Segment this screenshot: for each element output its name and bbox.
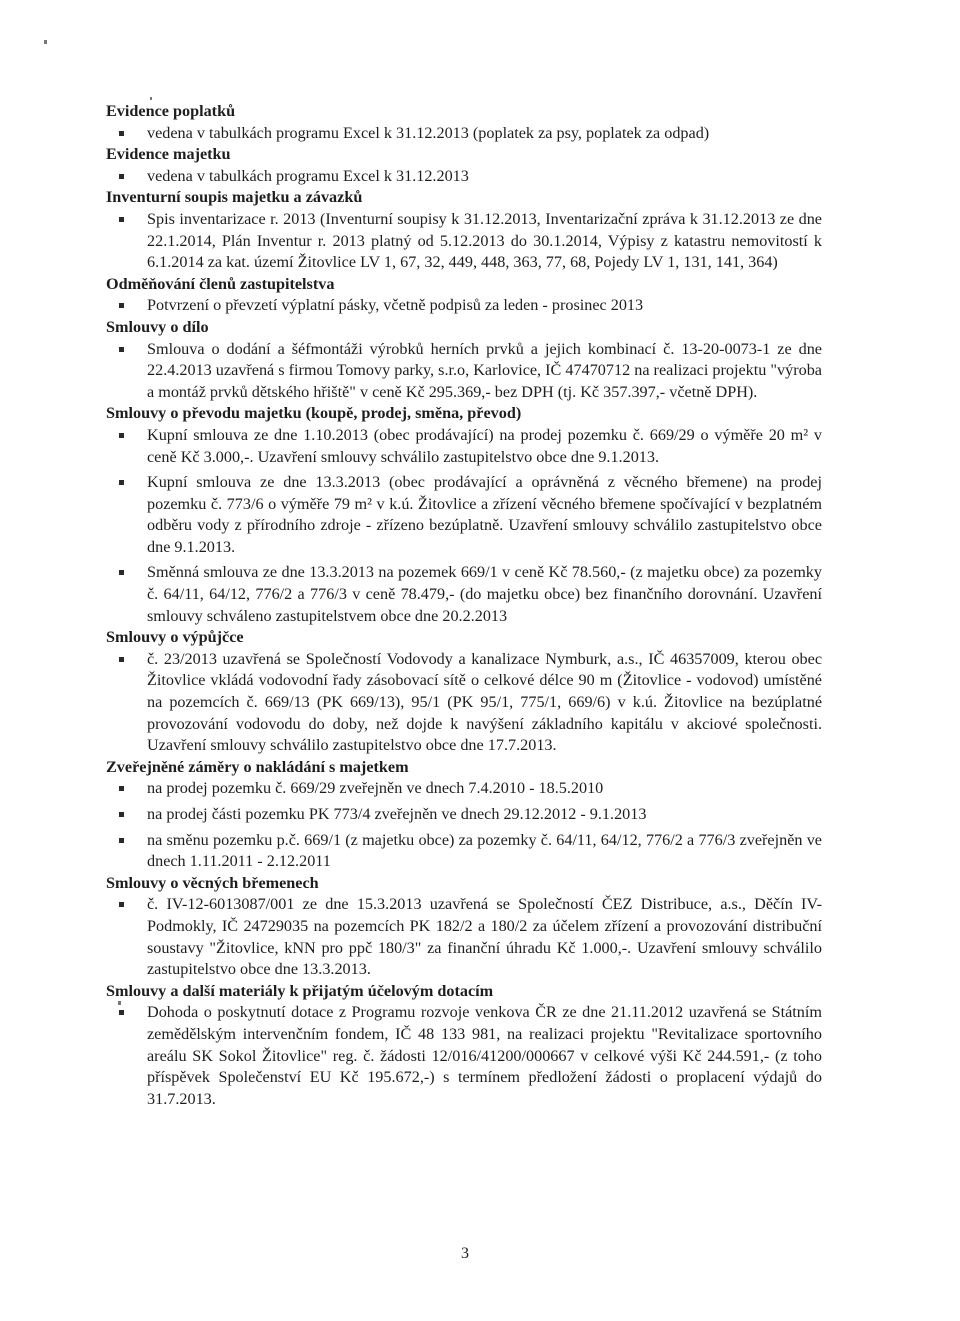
square-bullet-icon [119,1010,124,1015]
page-number: 3 [461,1245,469,1262]
section-heading: Smlouvy o dílo [106,317,209,336]
list-item-text: Potvrzení o převzetí výplatní pásky, včetně podpisů za leden - prosinec 2013 [147,296,644,315]
list-item [106,562,822,627]
section [106,981,822,1111]
list-item-text: Kupní smlouva ze dne 1.10.2013 (obec prodávající) na prodej pozemku č. 669/29 o výměře 20 m² v ceně Kč 3.000,-. Uzavření smlouvy schválilo zastupitelstvo obce dne 9.1.2013. [147,425,822,466]
bullet-list [106,166,822,188]
bullet-list [106,123,822,145]
section [106,757,822,873]
list-item [106,1002,822,1110]
list-item [106,123,822,145]
section-heading: Smlouvy a další materiály k přijatým účelovým dotacím [106,981,494,1000]
section-heading: Inventurní soupis majetku a závazků [106,188,363,207]
list-item-text: Spis inventarizace r. 2013 (Inventurní soupisy k 31.12.2013, Inventarizační zpráva k 31.12.2013 ze dne 22.1.2014, Plán Inventur r. 2013 platný od 5.12.2013 do 30.1.2014, Výpisy z katastru nemovitostí k 6.1.2014 za kat. území Žitovlice LV 1, 67, 32, 449, 448, 363, 77, 68, Pojedy LV 1, 131, 141, 364) [147,209,822,272]
section-heading: Evidence majetku [106,145,231,164]
section [106,144,822,187]
square-bullet-icon [119,131,124,136]
list-item-text: vedena v tabulkách programu Excel k 31.12.2013 [147,166,469,185]
list-item [106,425,822,468]
list-item [106,804,822,826]
square-bullet-icon [119,217,124,222]
section [106,274,822,317]
section-heading: Zveřejněné záměry o nakládání s majetkem [106,757,409,776]
bullet-list [106,778,822,872]
list-item [106,166,822,188]
square-bullet-icon [119,570,124,575]
list-item-text: na směnu pozemku p.č. 669/1 (z majetku obce) za pozemky č. 64/11, 64/12, 776/2 a 776/3 zveřejněn ve dnech 1.11.2011 - 2.12.2011 [147,830,822,871]
section [106,403,822,627]
section-heading: Smlouvy o věcných břemenech [106,873,319,892]
list-item-text: č. IV-12-6013087/001 ze dne 15.3.2013 uzavřená se Společností ČEZ Distribuce, a.s., Děčín IV-Podmokly, IČ 24729035 na pozemcích PK 182/2 a 180/2 za účelem zřízení a provozování distribuční soustavy "Žitovlice, kNN pro ppč 180/3" za finanční úhradu Kč 1.000,-. Uzavření smlouvy schválilo zastupitelstvo obce dne 13.3.2013. [147,895,822,979]
bullet-list [106,894,822,980]
list-item-text: Kupní smlouva ze dne 13.3.2013 (obec prodávající a oprávněná z věcného břemene) na prodej pozemku č. 773/6 o výměře 79 m² v k.ú. Žitovlice a zřízení věcného břemene spočívající v bezplatném odběru vody z přírodního zdroje - zřízeno bezúplatně. Uzavření smlouvy schválilo zastupitelstvo obce dne 9.1.2013. [147,473,822,556]
list-item-text: Smlouva o dodání a šéfmontáži výrobků herních prvků a jejich kombinací č. 13-20-0073-1 ze dne 22.4.2013 uzavřená s firmou Tomovy parky, s.r.o, Karlovice, IČ 47470712 na realizaci projektu "výroba a montáž prvků dětského hřiště" v ceně Kč 295.369,- bez DPH (tj. Kč 357.397,- včetně DPH). [147,339,822,401]
list-item [106,649,822,757]
section [106,101,822,144]
bullet-list [106,425,822,627]
square-bullet-icon [119,812,124,817]
section-heading: Evidence poplatků [106,102,236,120]
square-bullet-icon [119,347,124,352]
list-item-text: na prodej pozemku č. 669/29 zveřejněn ve dnech 7.4.2010 - 18.5.2010 [147,779,604,798]
list-item [106,472,822,558]
bullet-list [106,1002,822,1110]
section [106,187,822,273]
list-item [106,339,822,404]
scan-speck [44,40,47,44]
list-item-text: Směnná smlouva ze dne 13.3.2013 na pozemek 669/1 v ceně Kč 78.560,- (z majetku obce) za pozemky č. 64/11, 64/12, 776/2 a 776/3 v ceně 78.479,- (do majetku obce) bez finančního dorovnání. Uzavření smlouvy schváleno zastupitelstvem obce dne 20.2.2013 [147,563,822,625]
section [106,873,822,981]
list-item [106,209,822,274]
scan-speck [150,97,152,100]
bullet-list [106,295,822,317]
square-bullet-icon [119,303,124,308]
square-bullet-icon [119,480,124,485]
section-heading: Smlouvy o převodu majetku (koupě, prodej, směna, převod) [106,404,522,423]
square-bullet-icon [119,838,124,843]
list-item-text: č. 23/2013 uzavřená se Společností Vodovody a kanalizace Nymburk, a.s., IČ 46357009, kterou obec Žitovlice vkládá vodovodní řady zásobovací sítě o celkové délce 90 m (Žitovlice - vodovod) umístěné na pozemcích č. 669/13 (PK 669/13), 95/1 (PK 95/1, 775/1, 669/6) v k.ú. Žitovlice na bezúplatné provozování vodovodu do doby, než dojde k navýšení základního kapitálu v akciové společnosti. Uzavření smlouvy schválilo zastupitelstvo obce dne 17.7.2013. [147,649,822,755]
list-item [106,778,822,800]
section-heading: Smlouvy o výpůjčce [106,628,244,647]
square-bullet-icon [119,657,124,662]
list-item [106,295,822,317]
section-heading: Odměňování členů zastupitelstva [106,274,335,293]
bullet-list [106,339,822,404]
square-bullet-icon [119,174,124,179]
document-page [106,101,822,1110]
square-bullet-icon [119,786,124,791]
section [106,627,822,757]
list-item-text: Dohoda o poskytnutí dotace z Programu rozvoje venkova ČR ze dne 21.11.2012 uzavřená se Státním zemědělským intervenčním fondem, IČ 48 133 981, na realizaci projektu "Revitalizace sportovního areálu SK Sokol Žitovlice" reg. č. žádosti 12/016/41200/000667 v celkové výši Kč 244.591,- (z toho příspěvek Společenství EU Kč 195.672,-) s termínem předložení žádosti o proplacení výdajů do 31.7.2013. [147,1003,822,1108]
list-item-text: vedena v tabulkách programu Excel k 31.12.2013 (poplatek za psy, poplatek za odpad) [147,123,710,142]
list-item-text: na prodej části pozemku PK 773/4 zveřejněn ve dnech 29.12.2012 - 9.1.2013 [147,805,647,823]
bullet-list [106,209,822,274]
section [106,317,822,403]
bullet-list [106,649,822,757]
square-bullet-icon [119,902,124,907]
list-item [106,830,822,873]
square-bullet-icon [119,433,124,438]
list-item [106,894,822,980]
